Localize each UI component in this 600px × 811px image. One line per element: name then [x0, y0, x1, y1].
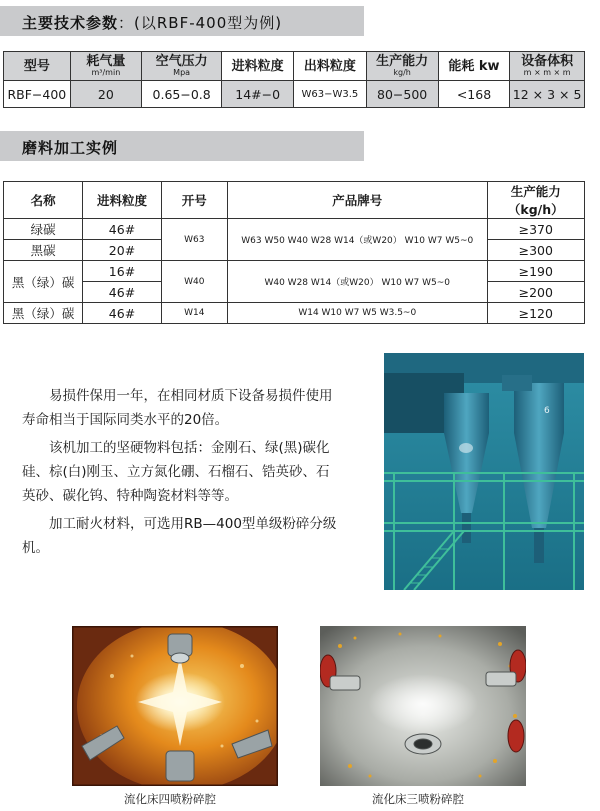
tower-label: 6	[544, 406, 550, 416]
spec-cell-output-size: W63−W3.5	[294, 81, 366, 108]
table-row	[4, 261, 585, 282]
grind-header-feed: 进料粒度	[83, 182, 161, 219]
spec-cell-air-consumption: 20	[70, 81, 141, 108]
spec-header-air-consumption: 耗气量 m³/min	[70, 52, 141, 81]
four-nozzle-chamber-photo	[72, 626, 278, 786]
spec-header-power: 能耗 kw	[438, 52, 510, 81]
spec-cell-feed-size: 14#−0	[222, 81, 294, 108]
caption-three-nozzle: 流化床三喷粉碎腔	[372, 792, 464, 806]
spec-header-feed-size: 进料粒度	[222, 52, 294, 81]
grind-cell-product: W40 W28 W14（或W20） W10 W7 W5~0	[227, 261, 487, 303]
grind-cell-feed: 46#	[83, 282, 161, 303]
grind-cell-open: W40	[161, 261, 227, 303]
section-title-examples: 磨料加工实例	[22, 139, 119, 157]
grind-cell-open: W63	[161, 219, 227, 261]
spec-cell-air-pressure: 0.65−0.8	[142, 81, 222, 108]
grind-cell-feed: 46#	[83, 219, 161, 240]
paragraph-refractory: 加工耐火材料，可选用RB—400型单级粉碎分级机。	[22, 516, 337, 556]
grind-cell-product: W14 W10 W7 W5 W3.5~0	[227, 303, 487, 324]
grind-cell-capacity: ≥120	[487, 303, 584, 324]
grind-cell-capacity: ≥190	[487, 261, 584, 282]
grind-cell-feed: 20#	[83, 240, 161, 261]
spec-header-air-pressure: 空气压力 Mpa	[142, 52, 222, 81]
spec-header-model: 型号	[4, 52, 71, 81]
section-header-examples	[0, 131, 364, 161]
grind-cell-product: W63 W50 W40 W28 W14（或W20） W10 W7 W5~0	[227, 219, 487, 261]
grind-cell-capacity: ≥200	[487, 282, 584, 303]
spec-header-capacity: 生产能力 kg/h	[366, 52, 438, 81]
three-nozzle-chamber-photo	[320, 626, 526, 786]
grind-cell-name: 黑（绿）碳	[4, 303, 83, 324]
table-row	[4, 303, 585, 324]
grind-cell-capacity: ≥300	[487, 240, 584, 261]
spec-cell-model: RBF−400	[4, 81, 71, 108]
paragraph-materials: 该机加工的坚硬物料包括：金刚石、绿(黑)碳化硅、棕(白)刚玉、立方氮化硼、石榴石、锆英砂、石英砂、碳化钨、特种陶瓷材料等等。	[22, 440, 330, 504]
spec-cell-capacity: 80−500	[366, 81, 438, 108]
spec-header-output-size: 出料粒度	[294, 52, 366, 81]
table-row	[4, 219, 585, 240]
spec-header-row	[4, 52, 585, 81]
grind-cell-feed: 46#	[83, 303, 161, 324]
grind-cell-capacity: ≥370	[487, 219, 584, 240]
section-header-specs	[0, 6, 364, 36]
grind-header-name: 名称	[4, 182, 83, 219]
section-subtitle-specs: ：(以RBF-400型为例)	[118, 14, 283, 32]
grind-cell-open: W14	[161, 303, 227, 324]
grind-header-row	[4, 182, 585, 219]
caption-four-nozzle: 流化床四喷粉碎腔	[124, 792, 216, 806]
spec-cell-power: <168	[438, 81, 510, 108]
equipment-tower-photo	[384, 353, 584, 590]
spec-data-row	[4, 81, 585, 108]
grind-cell-name: 黑碳	[4, 240, 83, 261]
paragraph-warranty: 易损件保用一年，在相同材质下设备易损件使用寿命相当于国际同类水平的20倍。	[22, 388, 333, 428]
spec-cell-volume: 12 × 3 × 5	[510, 81, 585, 108]
grind-header-capacity: 生产能力（kg/h）	[487, 182, 584, 219]
grind-header-product: 产品牌号	[227, 182, 487, 219]
grind-cell-name: 黑（绿）碳	[4, 261, 83, 303]
grind-header-open: 开号	[161, 182, 227, 219]
grinding-table	[3, 181, 585, 324]
grind-cell-feed: 16#	[83, 261, 161, 282]
spec-table	[3, 51, 585, 108]
grind-cell-name: 绿碳	[4, 219, 83, 240]
section-title-specs: 主要技术参数	[22, 14, 119, 32]
spec-header-volume: 设备体积 m × m × m	[510, 52, 585, 81]
